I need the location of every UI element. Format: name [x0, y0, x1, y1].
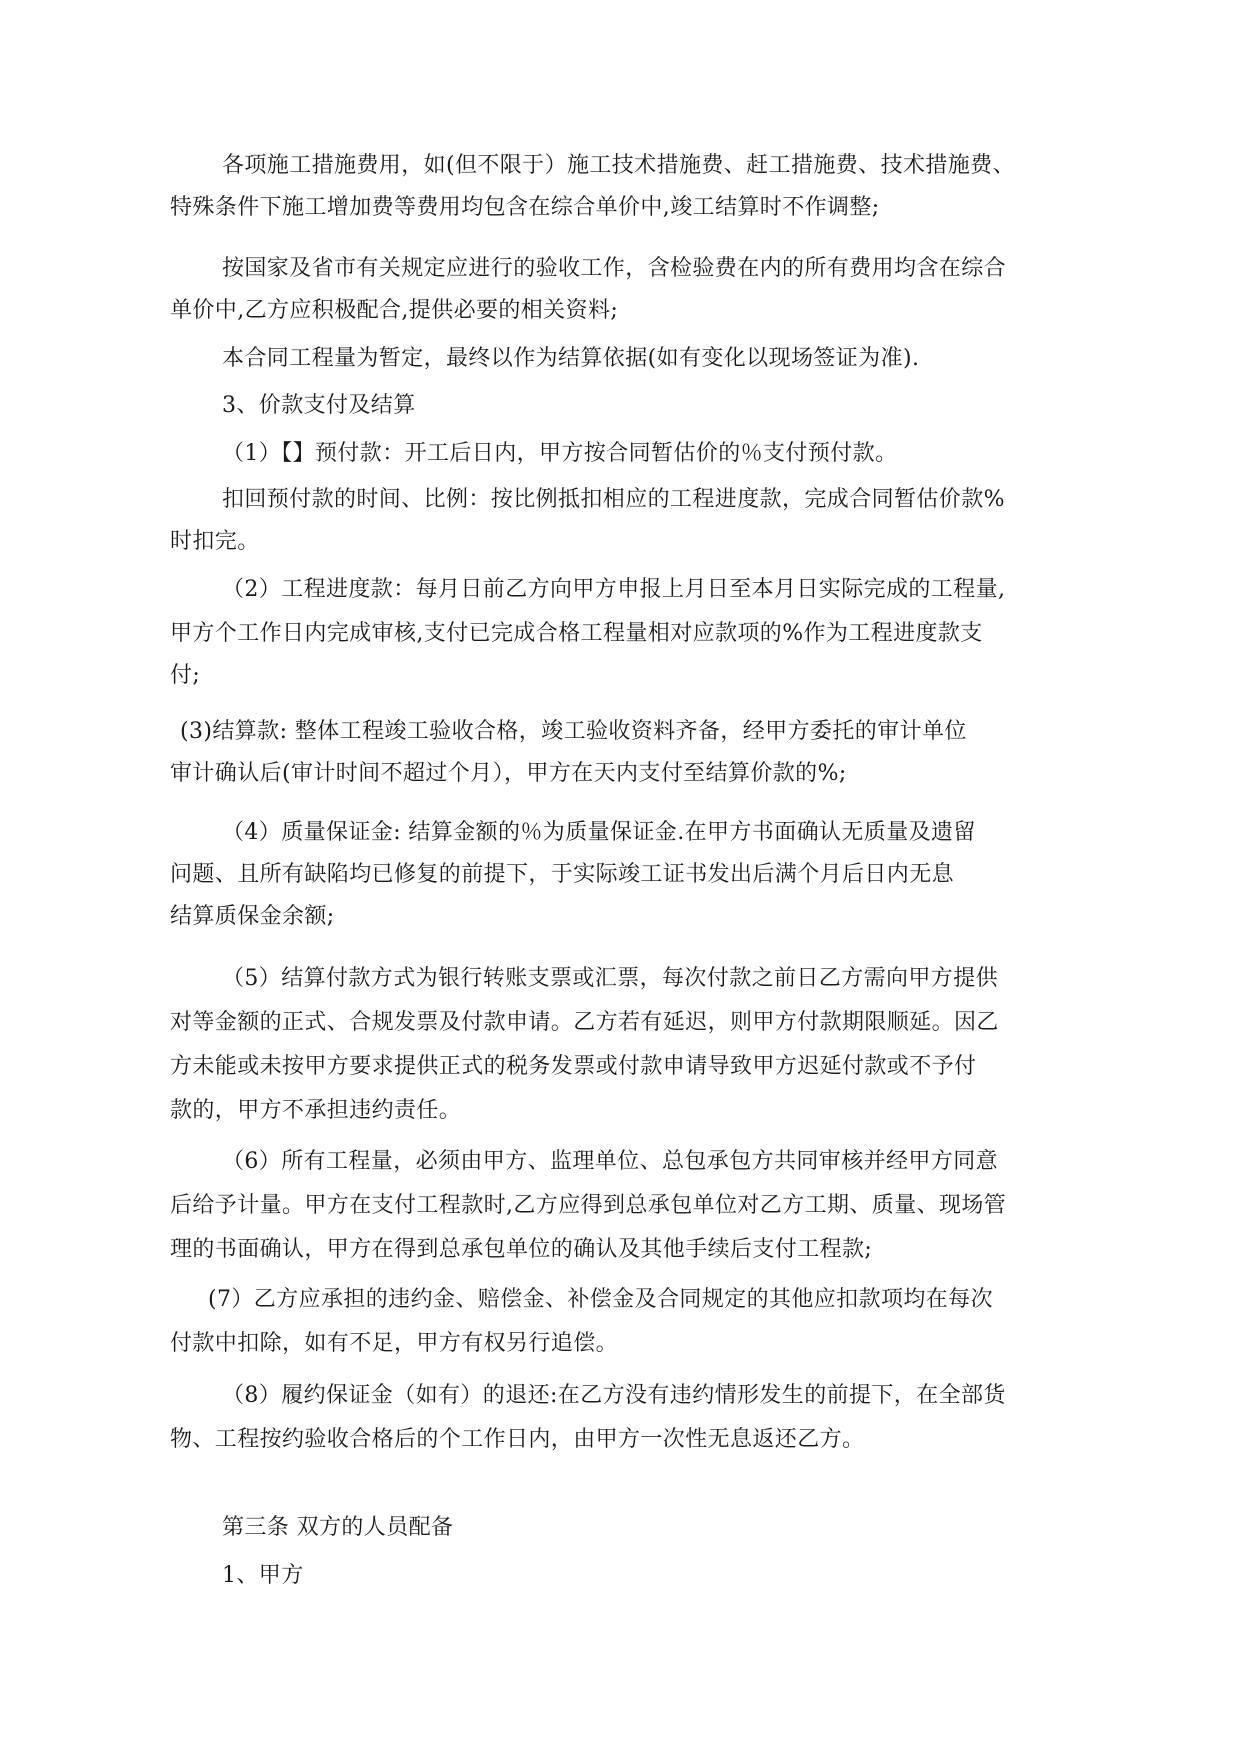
paragraph-line: 各项施工措施费用，如(但不限于）施工技术措施费、赶工措施费、技术措施费、: [222, 153, 1015, 178]
article-heading: 第三条 双方的人员配备: [222, 1515, 454, 1540]
paragraph-line: （2）工程进度款：每月日前乙方向甲方申报上月日至本月日实际完成的工程量,: [222, 577, 1006, 602]
paragraph-line: 款的，甲方不承担违约责任。: [170, 1098, 462, 1123]
paragraph-line: 按国家及省市有关规定应进行的验收工作，含检验费在内的所有费用均含在综合: [222, 256, 1007, 281]
paragraph-line: 结算质保金余额;: [170, 904, 335, 929]
paragraph-line: （5）结算付款方式为银行转账支票或汇票，每次付款之前日乙方需向甲方提供: [222, 966, 998, 991]
paragraph-line: 时扣完。: [170, 529, 260, 554]
section-subheading: 3、价款支付及结算: [222, 393, 416, 418]
paragraph-line: （8）履约保证金（如有）的退还:在乙方没有违约情形发生的前提下，在全部货: [222, 1383, 1006, 1408]
paragraph-line: 物、工程按约验收合格后的个工作日内，由甲方一次性无息返还乙方。: [170, 1427, 865, 1452]
paragraph-line: （6）所有工程量，必须由甲方、监理单位、总包承包方共同审核并经甲方同意: [222, 1149, 998, 1174]
section-subheading: 1、甲方: [222, 1563, 304, 1588]
paragraph-line: 甲方个工作日内完成审核,支付已完成合格工程量相对应款项的%作为工程进度款支: [170, 621, 983, 646]
paragraph-line: 付款中扣除，如有不足，甲方有权另行追偿。: [170, 1331, 619, 1356]
paragraph-line: (7）乙方应承担的违约金、赔偿金、补偿金及合同规定的其他应扣款项均在每次: [208, 1287, 993, 1312]
paragraph-line: （1）【】预付款：开工后日内，甲方按合同暂估价的％支付预付款。: [222, 441, 898, 466]
paragraph-line: 单价中,乙方应积极配合,提供必要的相关资料;: [170, 298, 619, 323]
paragraph-line: 理的书面确认，甲方在得到总承包单位的确认及其他手续后支付工程款;: [170, 1237, 873, 1262]
paragraph-line: 本合同工程量为暂定，最终以作为结算依据(如有变化以现场签证为准).: [222, 346, 920, 371]
paragraph-line: 审计确认后(审计时间不超过个月），甲方在天内支付至结算价款的%;: [170, 761, 847, 786]
paragraph-line: 对等金额的正式、合规发票及付款申请。乙方若有延迟，则甲方付款期限顺延。因乙: [170, 1010, 999, 1035]
paragraph-line: 特殊条件下施工增加费等费用均包含在综合单价中,竣工结算时不作调整;: [170, 195, 880, 220]
paragraph-line: 付;: [170, 663, 201, 688]
paragraph-line: (3)结算款: 整体工程竣工验收合格，竣工验收资料齐备，经甲方委托的审计单位: [180, 719, 967, 744]
paragraph-line: （4）质量保证金: 结算金额的％为质量保证金.在甲方书面确认无质量及遗留: [222, 820, 976, 845]
paragraph-line: 扣回预付款的时间、比例：按比例抵扣相应的工程进度款，完成合同暂估价款%: [222, 487, 1005, 512]
paragraph-line: 问题、且所有缺陷均已修复的前提下，于实际竣工证书发出后满个月后日内无息: [170, 862, 955, 887]
paragraph-line: 后给予计量。甲方在支付工程款时,乙方应得到总承包单位对乙方工期、质量、现场管: [170, 1193, 1007, 1218]
paragraph-line: 方未能或未按甲方要求提供正式的税务发票或付款申请导致甲方迟延付款或不予付: [170, 1054, 977, 1079]
